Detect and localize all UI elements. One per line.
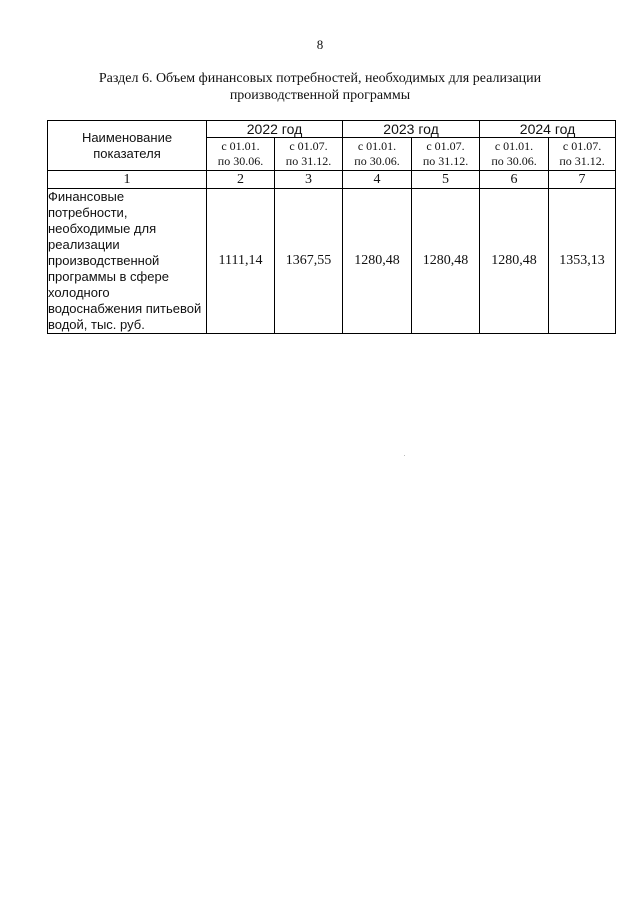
header-period [275, 138, 343, 171]
table-row [48, 189, 616, 334]
value-cell: 1280,48 [480, 189, 549, 334]
period-from: с 01.07. [562, 139, 602, 153]
header-row-years [48, 121, 616, 138]
financial-needs-table [47, 120, 616, 334]
period-from: с 01.01. [357, 139, 397, 153]
period-to: по 30.06. [491, 154, 537, 168]
header-year-2022: 2022 год [207, 121, 343, 138]
value-cell: 1280,48 [412, 189, 480, 334]
period-from: с 01.01. [221, 139, 260, 153]
header-period [480, 138, 549, 171]
header-period [412, 138, 480, 171]
column-number: 2 [207, 171, 275, 189]
header-indicator-name: Наименование показателя [48, 121, 207, 171]
header-year-2023: 2023 год [343, 121, 480, 138]
period-to: по 31.12. [559, 154, 605, 168]
value-cell: 1111,14 [207, 189, 275, 334]
header-period [549, 138, 616, 171]
header-period [207, 138, 275, 171]
section-title [60, 70, 580, 104]
row-label-financial-needs: Финансовые потребности, необходимые для реализации производственной программы в сфере холодного водоснабжения питьевой водой, тыс. руб. [48, 189, 207, 334]
scan-speck [404, 455, 405, 456]
column-number: 7 [549, 171, 616, 189]
column-number: 5 [412, 171, 480, 189]
period-to: по 31.12. [285, 154, 332, 168]
value-cell: 1353,13 [549, 189, 616, 334]
period-from: с 01.07. [426, 139, 465, 153]
column-number: 4 [343, 171, 412, 189]
period-to: по 31.12. [422, 154, 469, 168]
column-number-row [48, 171, 616, 189]
period-from: с 01.01. [494, 139, 534, 153]
period-from: с 01.07. [289, 139, 328, 153]
value-cell: 1280,48 [343, 189, 412, 334]
value-cell: 1367,55 [275, 189, 343, 334]
column-number: 6 [480, 171, 549, 189]
header-year-2024: 2024 год [480, 121, 616, 138]
column-number: 3 [275, 171, 343, 189]
page-number: 8 [316, 37, 324, 52]
header-period [343, 138, 412, 171]
period-to: по 30.06. [217, 154, 264, 168]
period-to: по 30.06. [354, 154, 400, 168]
section-title-line-1: Раздел 6. Объем финансовых потребностей, необходимых для реализации [98, 71, 542, 86]
column-number: 1 [48, 171, 207, 189]
section-title-line-2: производственной программы [229, 88, 411, 103]
